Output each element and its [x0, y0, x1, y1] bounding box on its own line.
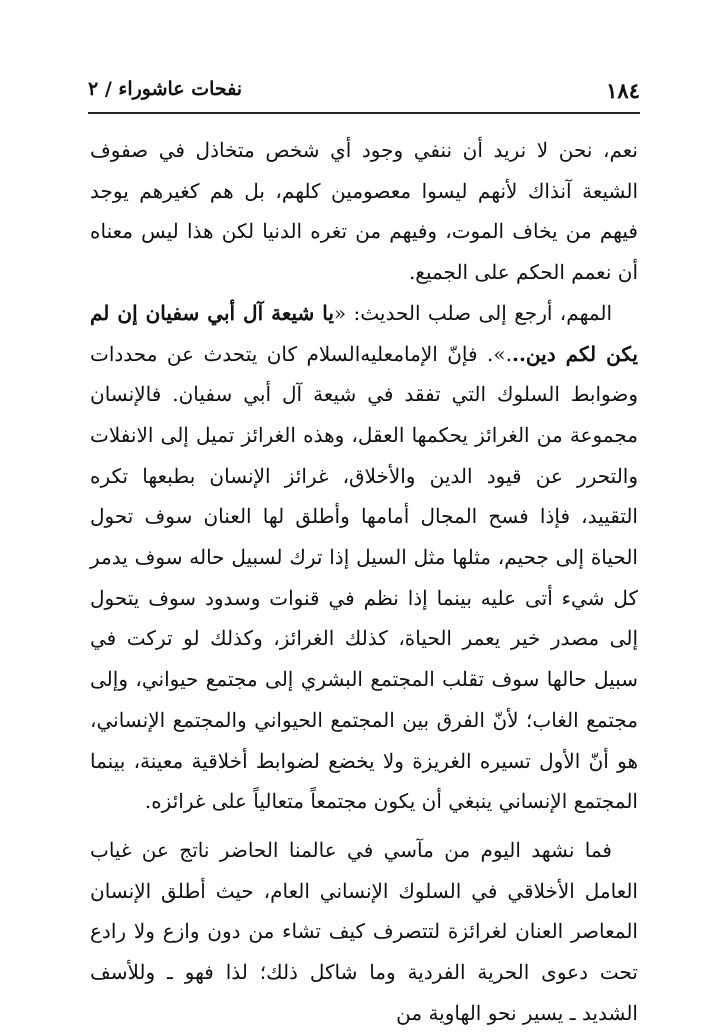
paragraph-1: نعم، نحن لا نريد أن ننفي وجود أي شخص متخاذل في صفوف الشيعة آنذاك لأنهم ليسوا معصومين كلهم، بل هم كغيرهم يوجد فيهم من يخاف الموت، وفيهم من تغره الدنيا لكن هذا ليس معناه أن نعمم الحكم على الجميع. — [90, 138, 639, 285]
book-title: نفحات عاشوراء / ٢ — [88, 78, 243, 100]
paragraph-3: فما نشهد اليوم من مآسي في عالمنا الحاضر ناتج عن غياب العامل الأخلاقي في السلوك الإنساني العام، حيث أطلق الإنسان المعاصر العنان لغرائزة لتتصرف كيف تشاء من دون وازع ولا رادع تحت دعوى الحرية الفردية وما شاكل ذلك؛ لذا فهو ـ وللأسف الشديد ـ يسير نحو الهاوية من — [90, 837, 638, 1025]
paragraph-2 — [90, 293, 638, 822]
hadith-quote: يا شيعة آل أبي سفيان إن لم يكن لكم دين.. — [90, 300, 638, 366]
paragraph-2-body: .». فإنّ الإمامعليه‌السلام كان يتحدث عن محددات وضوابط السلوك التي تفقد في شيعة آل أبي سفيان. فالإنسان مجموعة من الغرائز يحكمها العقل، وهذه الغرائز تميل إلى الانفلات والتحرر عن قيود الدين والأخلاق، غرائز الإنسان بطبعها تكره التقييد، فإذا فسح المجال أمامها وأطلق لها العنان سوف تحول الحياة إلى جحيم، مثلها مثل السيل إذا ترك لسبيل حاله سوف يدمر كل شيء أتى عليه بينما إذا نظم في قنوات وسدود سوف يتحول إلى مصدر خير يعمر الحياة، كذلك الغرائز، وكذلك لو تركت في سبيل حالها سوف تقلب المجتمع البشري إلى مجتمع حيواني، وإلى مجتمع الغاب؛ لأنّ الفرق بين المجتمع الحيواني والمجتمع الإنساني، هو أنّ الأول تسيره الغريزة ولا يخضع لضوابط أخلاقية معينة، بينما المجتمع الإنساني ينبغي أن يكون مجتمعاً متعالياً على غرائزه. — [90, 341, 638, 814]
running-header — [88, 74, 640, 110]
header-rule — [88, 112, 640, 114]
page-number: ١٨٤ — [606, 78, 640, 103]
body-text — [90, 130, 638, 1033]
paragraph-2-intro: المهم، أرجع إلى صلب الحديث: « — [333, 300, 613, 325]
